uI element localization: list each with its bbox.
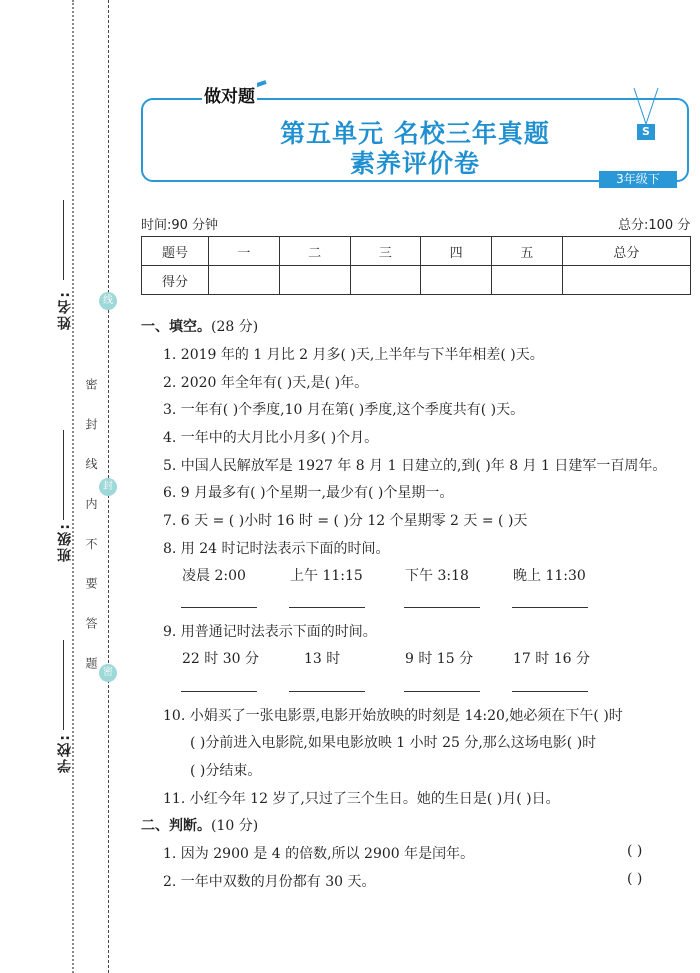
exam-total-points: 总分:100 分 <box>618 218 691 233</box>
section-1-title: 一、填空。 <box>141 319 211 335</box>
section-1-points: (28 分) <box>211 319 259 335</box>
question-1-1: 1. 2019 年的 1 月比 2 月多( )天,上半年与下半年相差( )天。 <box>163 347 544 363</box>
title-banner <box>141 98 689 182</box>
section-2-points: (10 分) <box>211 818 259 834</box>
grade-tag: 3年级下 <box>599 171 677 188</box>
q9-answer-line[interactable] <box>512 691 588 692</box>
q9-time-4: 17 时 16 分 <box>513 651 590 667</box>
question-1-2: 2. 2020 年全年有( )天,是( )年。 <box>163 375 369 391</box>
question-1-6: 6. 9 月最多有( )个星期一,最少有( )个星期一。 <box>163 485 454 501</box>
seal-notice: 密 封 线 内 不 要 答 题 <box>84 378 98 681</box>
score-table <box>141 236 691 295</box>
score-table-header-cell: 一 <box>209 237 280 266</box>
q8-time-4: 晚上 11:30 <box>513 568 586 584</box>
logo-text: 做对题 <box>202 82 257 107</box>
school-field-line <box>63 640 64 730</box>
score-cell[interactable] <box>279 266 350 295</box>
score-cell[interactable] <box>562 266 690 295</box>
school-label: 学校: <box>57 733 73 773</box>
judge-answer-paren-2[interactable]: ( ) <box>627 871 643 887</box>
score-cell[interactable] <box>350 266 421 295</box>
score-table-header-cell: 四 <box>421 237 492 266</box>
title-line-2: 素养评价卷 <box>349 149 480 178</box>
question-1-4: 4. 一年中的大月比小月多( )个月。 <box>163 430 379 446</box>
score-table-header-cell: 题号 <box>142 237 209 266</box>
seal-mark-xian: 线 <box>99 292 117 310</box>
q9-answer-line[interactable] <box>289 691 365 692</box>
judge-question-1: 1. 因为 2900 是 4 的倍数,所以 2900 年是闰年。 <box>163 846 475 862</box>
exam-time: 时间:90 分钟 <box>141 218 219 233</box>
section-1-heading <box>141 316 258 336</box>
class-field-line <box>63 430 64 520</box>
question-1-7: 7. 6 天 = ( )小时 16 时 = ( )分 12 个星期零 2 天 = ( )天 <box>163 513 528 529</box>
q9-time-3: 9 时 15 分 <box>405 651 474 667</box>
seal-mark-mi: 密 <box>99 664 117 682</box>
q8-answer-line[interactable] <box>404 607 480 608</box>
question-1-10: 10. 小娟买了一张电影票,电影开始放映的时刻是 14:20,她必须在下午( )时 <box>163 708 623 724</box>
q8-time-1: 凌晨 2:00 <box>182 568 246 584</box>
judge-answer-paren-1[interactable]: ( ) <box>627 843 643 859</box>
score-table-header-cell: 二 <box>279 237 350 266</box>
margin-dotted-rule <box>72 0 74 973</box>
name-field-line <box>63 200 64 280</box>
judge-question-2: 2. 一年中双数的月份都有 30 天。 <box>163 874 376 890</box>
question-1-10-cont: ( )分前进入电影院,如果电影放映 1 小时 25 分,那么这场电影( )时 <box>190 735 597 751</box>
section-2-title: 二、判断。 <box>141 818 211 834</box>
title-line-1: 第五单元 名校三年真题 <box>280 119 550 148</box>
score-row-label: 得分 <box>142 266 209 295</box>
q8-time-3: 下午 3:18 <box>405 568 469 584</box>
name-label: 姓名: <box>57 290 73 330</box>
q8-answer-line[interactable] <box>181 607 257 608</box>
question-1-5: 5. 中国人民解放军是 1927 年 8 月 1 日建立的,到( )年 8 月 1 日建军一百周年。 <box>163 458 667 474</box>
q8-answer-line[interactable] <box>289 607 365 608</box>
q9-answer-line[interactable] <box>404 691 480 692</box>
question-1-8: 8. 用 24 时记时法表示下面的时间。 <box>163 541 390 557</box>
score-cell[interactable] <box>492 266 563 295</box>
class-label: 班级: <box>57 522 73 562</box>
score-cell[interactable] <box>209 266 280 295</box>
score-table-header-cell: 总分 <box>562 237 690 266</box>
s-badge: S <box>637 124 655 140</box>
tag-string-icon <box>630 88 662 128</box>
score-table-score-row <box>142 266 691 295</box>
question-1-10-end: ( )分结束。 <box>190 763 262 779</box>
question-1-11: 11. 小红今年 12 岁了,只过了三个生日。她的生日是( )月( )日。 <box>163 791 560 807</box>
question-1-3: 3. 一年有( )个季度,10 月在第( )季度,这个季度共有( )天。 <box>163 402 525 418</box>
question-1-9: 9. 用普通记时法表示下面的时间。 <box>163 624 377 640</box>
q9-time-2: 13 时 <box>304 651 341 667</box>
logo <box>196 80 270 106</box>
score-table-header-cell: 三 <box>350 237 421 266</box>
q9-answer-line[interactable] <box>181 691 257 692</box>
score-table-header-row <box>142 237 691 266</box>
q9-time-1: 22 时 30 分 <box>182 651 259 667</box>
q8-answer-line[interactable] <box>512 607 588 608</box>
q8-time-2: 上午 11:15 <box>290 568 363 584</box>
score-table-header-cell: 五 <box>492 237 563 266</box>
seal-mark-feng: 封 <box>99 478 117 496</box>
score-cell[interactable] <box>421 266 492 295</box>
section-2-heading <box>141 815 258 835</box>
